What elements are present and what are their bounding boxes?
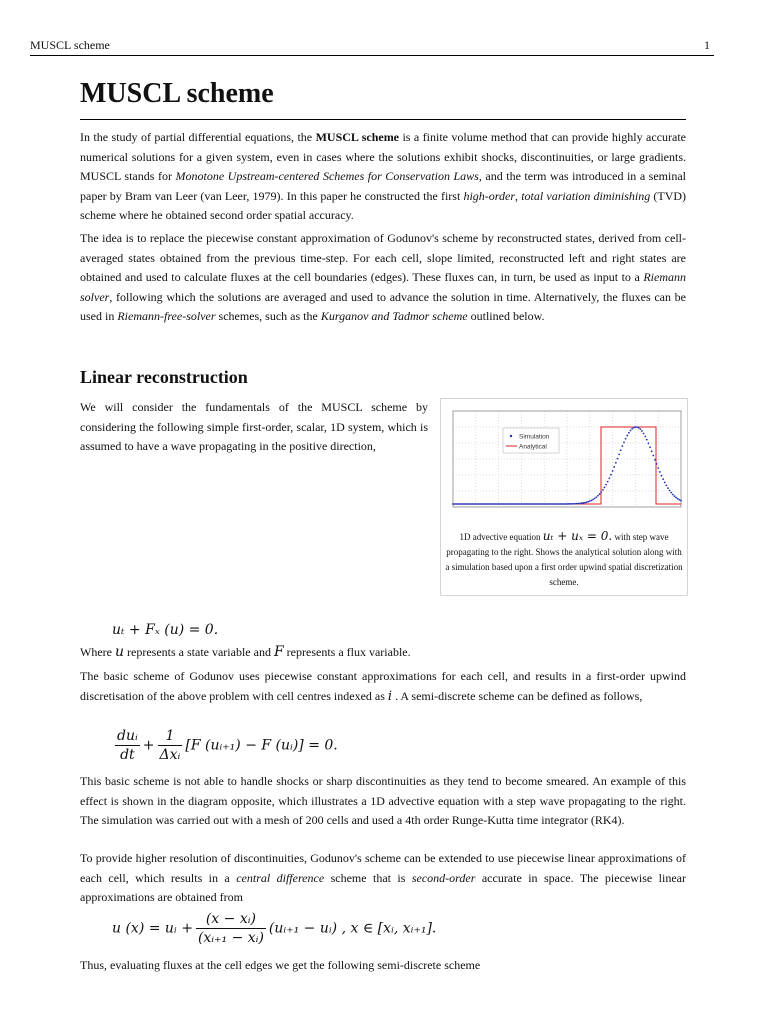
intro-paragraph-2: The idea is to replace the piecewise constant approximation of Godunov's scheme by reconstructed states, derived from cell-averaged states obtained from the previous time-step. For each cell, slope limited, reconstructed left and right states are obtained and used to calculate fluxes at the cell boundaries (edges). These fluxes can, in turn, be used as input to a Riemann solver, following which the solutions are averaged and used to advance the solution in time. Alternatively, the fluxes can be used in Riemann-free-solver schemes, such as the Kurganov and Tadmor scheme outlined below. [80, 231, 686, 323]
simulation-point [571, 503, 573, 505]
simulation-point [519, 503, 521, 505]
simulation-point [599, 493, 601, 495]
simulation-point [607, 481, 609, 483]
equation-linear-reconstruction: u (x) = uᵢ + $\frac{\text{(x − xᵢ)}}{\text{(xᵢ₊₁ − xᵢ)}}$ (uᵢ₊₁ − uᵢ) , x ∈ [xᵢ, xᵢ₊₁]. [112, 911, 437, 946]
simulation-point [586, 501, 588, 503]
simulation-point [511, 503, 513, 505]
simulation-point [452, 503, 454, 505]
equation-semi-discrete: $\frac{\text{duᵢ}}{dt}$ + $\frac{1}{\text{Δxᵢ}}$ [F (uᵢ₊₁) − F (uᵢ)] = 0. [117, 728, 338, 763]
simulation-point [625, 438, 627, 440]
simulation-point [530, 503, 532, 505]
simulation-point [613, 466, 615, 468]
simulation-point [454, 503, 456, 505]
simulation-point [473, 503, 475, 505]
simulation-point [496, 503, 498, 505]
simulation-point [538, 503, 540, 505]
simulation-point [665, 485, 667, 487]
simulation-point [612, 470, 614, 472]
simulation-point [672, 494, 674, 496]
legend-analytical-label: Analytical [519, 443, 547, 451]
eq2-derivative-fraction: $\frac{\text{duᵢ}}{dt}$ [117, 728, 138, 763]
simulation-point [578, 503, 580, 505]
simulation-point [486, 503, 488, 505]
legend-simulation-marker [510, 435, 512, 437]
simulation-point [494, 503, 496, 505]
simulation-point [556, 503, 558, 505]
section-paragraph-3: The basic scheme of Godunov uses piecewise constant approximations for each cell, and results in a first-order upwind discretisation of the above problem with cell centres indexed as i . A semi-discrete scheme can be defined as follows, [80, 669, 686, 704]
simulation-point [569, 503, 571, 505]
simulation-point [669, 490, 671, 492]
simulation-point [667, 487, 669, 489]
simulation-point [675, 497, 677, 499]
simulation-point [654, 459, 656, 461]
section-paragraph-4: This basic scheme is not able to handle shocks or sharp discontinuities as they tend to become smeared. An example of this effect is shown in the diagram opposite, which illustrates a 1D advective equation with a step wave propagating to the right. The simulation was carried out with a mesh of 200 cells and used a 4th order Runge-Kutta time integrator (RK4). [80, 774, 686, 827]
simulation-point [633, 427, 635, 429]
simulation-point [579, 502, 581, 504]
simulation-point [659, 471, 661, 473]
simulation-point [664, 482, 666, 484]
simulation-point [509, 503, 511, 505]
header-title: MUSCL scheme [30, 38, 110, 52]
simulation-point [630, 430, 632, 432]
simulation-point [522, 503, 524, 505]
simulation-point [514, 503, 516, 505]
simulation-point [558, 503, 560, 505]
simulation-point [618, 454, 620, 456]
simulation-point [470, 503, 472, 505]
simulation-point [594, 498, 596, 500]
plot-legend [503, 428, 559, 453]
equation-conservation-law: uₜ + Fₓ (u) = 0. [112, 622, 219, 638]
simulation-point [602, 489, 604, 491]
simulation-point [512, 503, 514, 505]
simulation-point [636, 426, 638, 428]
simulation-point [493, 503, 495, 505]
simulation-point [651, 450, 653, 452]
simulation-point [547, 503, 549, 505]
legend-simulation-label: Simulation [519, 433, 550, 441]
simulation-point [662, 478, 664, 480]
simulation-point [591, 500, 593, 502]
simulation-point [516, 503, 518, 505]
simulation-point [532, 503, 534, 505]
simulation-point [605, 484, 607, 486]
simulation-point [527, 503, 529, 505]
simulation-point [507, 503, 509, 505]
simulation-point [537, 503, 539, 505]
simulation-point [534, 503, 536, 505]
section-paragraph-1: We will consider the fundamentals of the MUSCL scheme by considering the following simple first-order, scalar, 1D system, which is assumed to have a wave propagating in the positive direction, [80, 400, 428, 453]
simulation-point [656, 463, 658, 465]
simulation-point [542, 503, 544, 505]
simulation-point [472, 503, 474, 505]
simulation-point [499, 503, 501, 505]
simulation-point [475, 503, 477, 505]
simulation-point [550, 503, 552, 505]
simulation-point [615, 462, 617, 464]
simulation-point [560, 503, 562, 505]
simulation-point [459, 503, 461, 505]
simulation-point [561, 503, 563, 505]
simulation-point [623, 441, 625, 443]
simulation-point [576, 503, 578, 505]
figure-caption: 1D advective equation uₜ + uₓ = 0. with step wave propagating to the right. Shows the analytical solution along with a simulation based upon a first order upwind spatial discretization scheme. [445, 529, 683, 587]
simulation-point [646, 439, 648, 441]
intro-paragraph-1: In the study of partial differential equations, the MUSCL scheme is a finite volume method that can provide highly accurate numerical solutions for a given system, even in cases where the solutions exhibit shocks, discontinuities, or large gradients. MUSCL stands for Monotone Upstream-centered Schemes for Conservation Laws, and the term was introduced in a seminal paper by Bram van Leer (van Leer, 1979). In this paper he constructed the first high-order, total variation diminishing (TVD) scheme where he obtained second order spatial accuracy. [80, 130, 687, 222]
simulation-point [563, 503, 565, 505]
simulation-point [517, 503, 519, 505]
section-paragraph-2: Where u represents a state variable and F represents a flux variable. [80, 644, 411, 660]
simulation-point [481, 503, 483, 505]
simulation-point [621, 445, 623, 447]
simulation-point [587, 501, 589, 503]
simulation-point [568, 503, 570, 505]
simulation-point [600, 491, 602, 493]
simulation-point [589, 500, 591, 502]
simulation-point [467, 503, 469, 505]
advection-figure [440, 398, 688, 596]
simulation-point [626, 435, 628, 437]
section-heading: Linear reconstruction [80, 367, 248, 387]
simulation-point [617, 458, 619, 460]
eq2-inverse-dx-fraction: $\frac{1}{\text{Δxᵢ}}$ [159, 728, 181, 763]
simulation-point [545, 503, 547, 505]
page-number: 1 [704, 38, 710, 52]
simulation-point [674, 495, 676, 497]
simulation-point [631, 428, 633, 430]
simulation-point [648, 442, 650, 444]
simulation-point [641, 430, 643, 432]
section-paragraph-5: To provide higher resolution of discontinuities, Godunov's scheme can be extended to use piecewise linear approximations of each cell, which results in a central difference scheme that is second-order accurate in space. The piecewise linear approximations are obtained from [80, 851, 686, 904]
simulation-point [506, 503, 508, 505]
simulation-point [635, 426, 637, 428]
header-rule [30, 55, 714, 56]
plot-grid [453, 411, 681, 507]
simulation-point [483, 503, 485, 505]
simulation-point [644, 435, 646, 437]
simulation-point [535, 503, 537, 505]
caption-equation: uₜ + uₓ = 0. [542, 529, 613, 543]
simulation-point [462, 503, 464, 505]
simulation-point [501, 503, 503, 505]
advection-plot [441, 399, 687, 519]
simulation-point [553, 503, 555, 505]
simulation-point [503, 503, 505, 505]
simulation-point [491, 503, 493, 505]
simulation-point [543, 503, 545, 505]
simulation-point [525, 503, 527, 505]
simulation-point [529, 503, 531, 505]
running-header [30, 38, 710, 54]
simulation-point [548, 503, 550, 505]
page-title: MUSCL scheme [80, 78, 274, 109]
section-paragraph-6: Thus, evaluating fluxes at the cell edges we get the following semi-discrete scheme [80, 958, 481, 972]
simulation-point [677, 498, 679, 500]
simulation-point [649, 446, 651, 448]
simulation-point [477, 503, 479, 505]
simulation-point [643, 433, 645, 435]
simulation-point [468, 503, 470, 505]
simulation-point [460, 503, 462, 505]
simulation-point [638, 427, 640, 429]
simulation-point [566, 503, 568, 505]
simulation-point [608, 477, 610, 479]
simulation-point [628, 432, 630, 434]
simulation-point [564, 503, 566, 505]
simulation-point [478, 503, 480, 505]
simulation-point [555, 503, 557, 505]
simulation-point [680, 500, 682, 502]
simulation-point [670, 492, 672, 494]
simulation-point [582, 502, 584, 504]
simulation-point [485, 503, 487, 505]
simulation-point [524, 503, 526, 505]
simulation-point [657, 467, 659, 469]
simulation-point [573, 503, 575, 505]
simulation-point [465, 503, 467, 505]
simulation-point [592, 499, 594, 501]
title-rule [80, 119, 686, 120]
simulation-point [604, 487, 606, 489]
simulation-point [490, 503, 492, 505]
simulation-point [581, 502, 583, 504]
simulation-point [661, 475, 663, 477]
simulation-point [574, 503, 576, 505]
simulation-point [639, 428, 641, 430]
simulation-point [540, 503, 542, 505]
eq3-slope-fraction: $\frac{\text{(x − xᵢ)}}{\text{(xᵢ₊₁ − xᵢ)}}$ [197, 911, 264, 946]
simulation-point [597, 495, 599, 497]
simulation-point [610, 474, 612, 476]
simulation-point [464, 503, 466, 505]
muscl-bold-term: MUSCL scheme [315, 130, 400, 144]
simulation-point [498, 503, 500, 505]
simulation-point [584, 502, 586, 504]
simulation-point [551, 503, 553, 505]
simulation-point [504, 503, 506, 505]
simulation-point [595, 496, 597, 498]
simulation-point [521, 503, 523, 505]
simulation-point [480, 503, 482, 505]
simulation-point [455, 503, 457, 505]
simulation-point [620, 449, 622, 451]
simulation-point [678, 499, 680, 501]
simulation-point [652, 455, 654, 457]
simulation-point [488, 503, 490, 505]
simulation-point [457, 503, 459, 505]
